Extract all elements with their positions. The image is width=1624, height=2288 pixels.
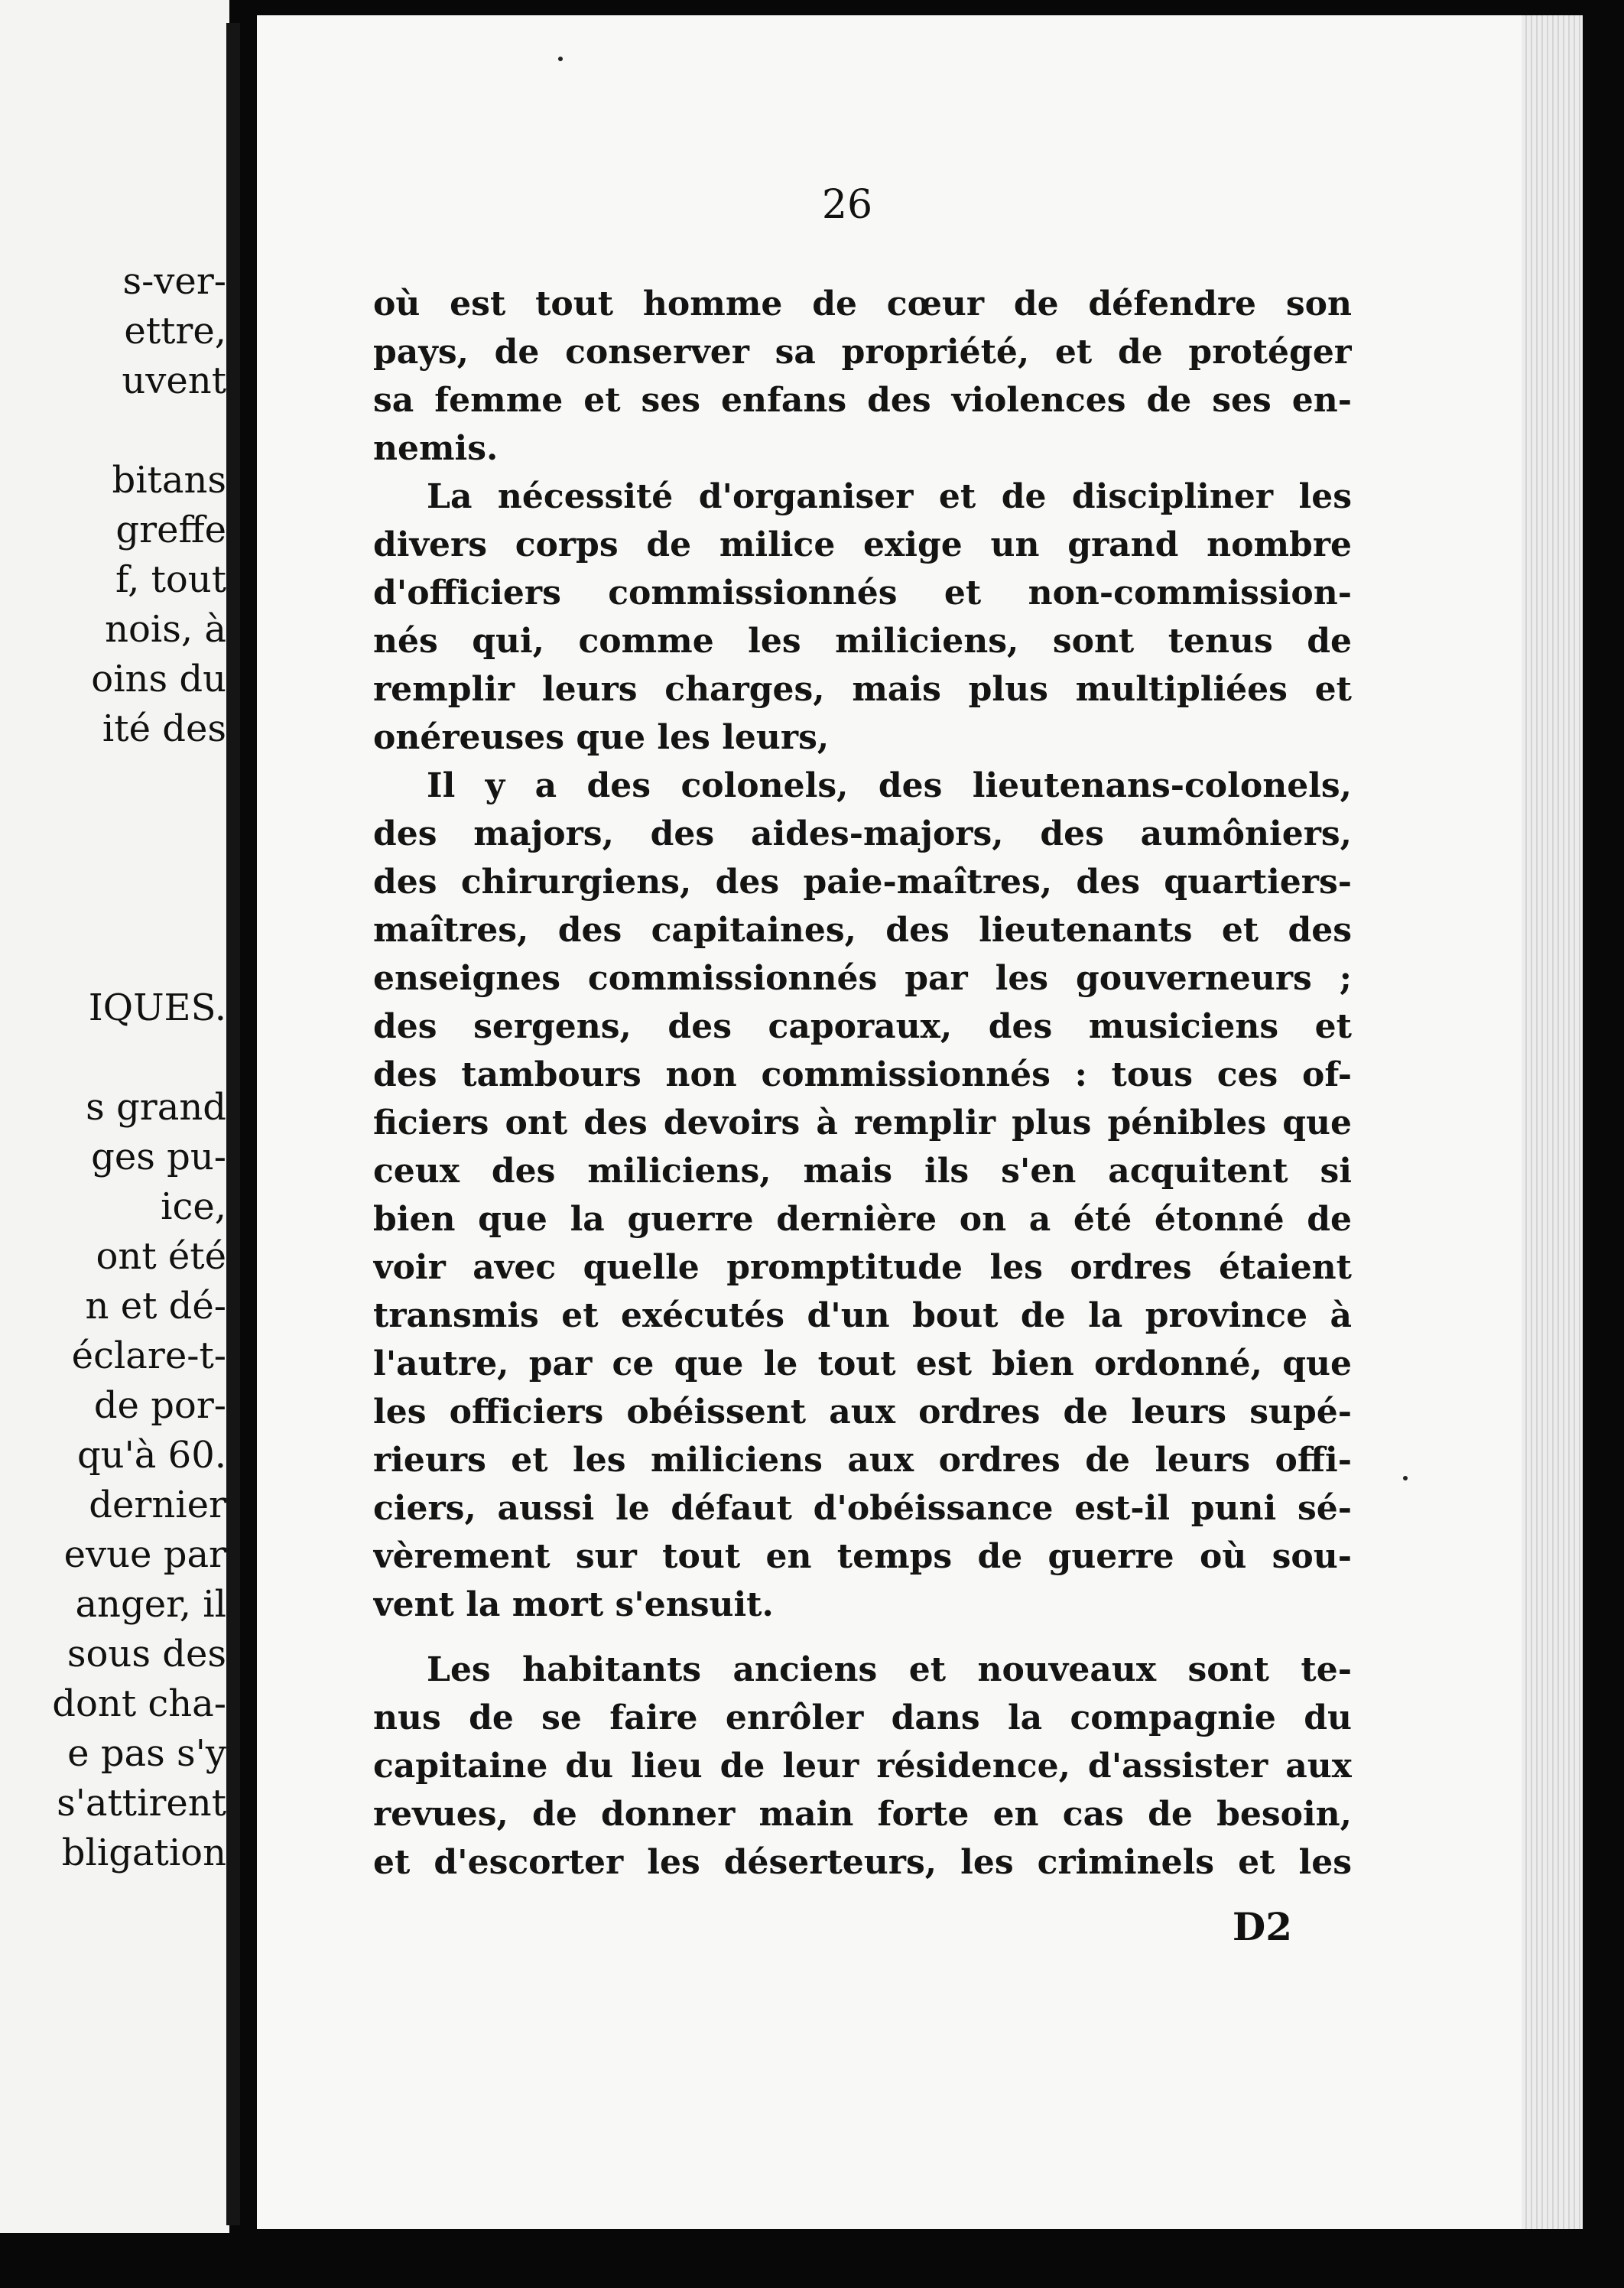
text-line: où est tout homme de cœur de défendre son — [373, 284, 1352, 323]
text-line: bien que la guerre dernière on a été étonné de — [373, 1200, 1352, 1239]
left-page-line: ettre, — [124, 310, 226, 353]
text-line: ficiers ont des devoirs à remplir plus pénibles que — [373, 1103, 1352, 1142]
body-text — [373, 280, 1352, 1887]
text-line: des sergens, des caporaux, des musiciens et — [373, 1007, 1352, 1046]
text-line: Il y a des colonels, des lieutenans-colonels, — [427, 766, 1352, 805]
text-line: des majors, des aides-majors, des aumôniers, — [373, 814, 1352, 853]
text-line: sa femme et ses enfans des violences de ses en- — [373, 381, 1352, 420]
text-line: d'officiers commissionnés et non-commission- — [373, 574, 1352, 613]
text-line: vèrement sur tout en temps de guerre où sou- — [373, 1537, 1352, 1576]
left-page-line: qu'à 60. — [76, 1434, 226, 1477]
left-page-line: ges pu- — [91, 1136, 226, 1178]
text-line: onéreuses que les leurs, — [373, 718, 830, 757]
left-page-line: éclare-t- — [71, 1334, 226, 1377]
scan-speck — [1403, 1476, 1408, 1480]
text-line: pays, de conserver sa propriété, et de protéger — [373, 333, 1352, 372]
left-page-line: bligation — [61, 1831, 226, 1874]
left-page-line: oins du — [91, 658, 226, 700]
left-page-line: ont été — [96, 1235, 226, 1278]
left-page-line: s grand — [86, 1086, 226, 1129]
signature-mark: D2 — [1232, 1904, 1292, 1949]
text-line: les officiers obéissent aux ordres de leurs supé- — [373, 1393, 1352, 1432]
text-line: La nécessité d'organiser et de discipliner les — [427, 477, 1352, 516]
left-page-line: de por- — [93, 1384, 226, 1427]
left-page-line: evue par — [63, 1533, 226, 1576]
text-line: des chirurgiens, des paie-maîtres, des quartiers- — [373, 863, 1352, 902]
text-line: vent la mort s'ensuit. — [373, 1585, 774, 1624]
text-line: Les habitants anciens et nouveaux sont te- — [427, 1650, 1352, 1689]
text-line: revues, de donner main forte en cas de besoin, — [373, 1795, 1352, 1834]
text-line: capitaine du lieu de leur résidence, d'assister aux — [373, 1747, 1352, 1786]
left-page-line: dernier — [89, 1484, 226, 1526]
left-page-line: sous des — [67, 1633, 226, 1675]
text-line: des tambours non commissionnés : tous ces of- — [373, 1055, 1352, 1094]
left-page-line: bitans — [112, 459, 226, 502]
left-page-line: s-ver- — [122, 260, 226, 303]
left-page-line: uvent — [122, 359, 226, 402]
text-line: nés qui, comme les miliciens, sont tenus de — [373, 622, 1352, 661]
left-page-line: dont cha- — [52, 1682, 226, 1725]
text-line: et d'escorter les déserteurs, les criminels et les — [373, 1843, 1352, 1882]
text-line: remplir leurs charges, mais plus multipliées et — [373, 670, 1352, 709]
scan-speck — [558, 57, 563, 61]
text-line: nus de se faire enrôler dans la compagnie du — [373, 1698, 1352, 1737]
text-line: transmis et exécutés d'un bout de la province à — [373, 1296, 1352, 1335]
text-line: ceux des miliciens, mais ils s'en acquitent si — [373, 1152, 1352, 1191]
text-line: divers corps de milice exige un grand nombre — [373, 525, 1352, 564]
left-page-line: ité des — [102, 707, 226, 750]
left-page-line: greffe — [115, 509, 226, 551]
text-line: rieurs et les miliciens aux ordres de leurs offi- — [373, 1441, 1352, 1480]
text-line: enseignes commissionnés par les gouverneurs ; — [373, 959, 1352, 998]
page-edges — [1522, 15, 1583, 2229]
paragraph-gap — [373, 1629, 1352, 1646]
left-page-line: s'attirent — [57, 1782, 226, 1825]
page-number: 26 — [821, 182, 873, 228]
left-page — [0, 0, 229, 2233]
text-line: maîtres, des capitaines, des lieutenants et des — [373, 911, 1352, 950]
left-page-line: nois, à — [105, 608, 226, 651]
left-page-line: ice, — [161, 1185, 226, 1228]
text-line: l'autre, par ce que le tout est bien ordonné, que — [373, 1344, 1352, 1383]
left-page-line: anger, il — [75, 1583, 226, 1626]
left-page-line: IQUES. — [88, 986, 226, 1029]
text-line: ciers, aussi le défaut d'obéissance est-il puni sé- — [373, 1489, 1352, 1528]
left-page-line: f, tout — [115, 558, 226, 601]
left-page-line: e pas s'y — [67, 1732, 226, 1775]
left-page-line: n et dé- — [85, 1285, 226, 1328]
book-gutter — [226, 23, 240, 2225]
text-line: voir avec quelle promptitude les ordres étaient — [373, 1248, 1352, 1287]
text-line: nemis. — [373, 429, 499, 468]
